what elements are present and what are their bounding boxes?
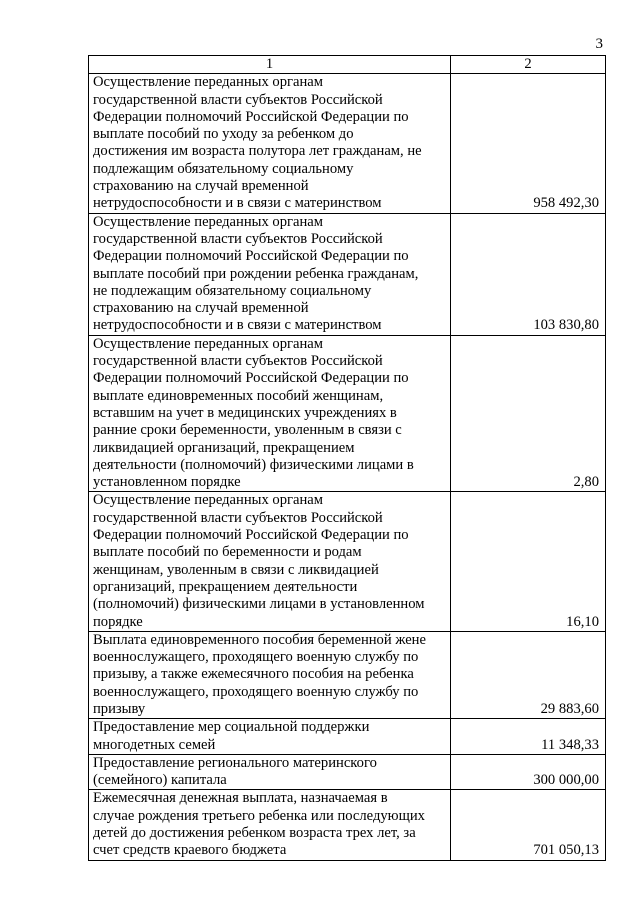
description-line: случае рождения третьего ребенка или последующих [93, 807, 425, 824]
description-line: Федерации полномочий Российской Федерации по [93, 108, 409, 125]
description-line: военнослужащего, проходящего военную службу по [93, 649, 419, 666]
description-line: подлежащим обязательному социальному [93, 160, 354, 177]
row-amount: 11 348,33 [451, 719, 606, 755]
description-line: выплате единовременных пособий женщинам, [93, 387, 384, 404]
row-amount: 958 492,30 [451, 74, 606, 213]
description-line: порядке [93, 613, 143, 630]
row-description [89, 754, 451, 790]
table-header-row [89, 56, 606, 74]
description-line: страхованию на случай временной [93, 178, 309, 195]
description-line: военнослужащего, проходящего военную службу по [93, 683, 419, 700]
table-row [89, 754, 606, 790]
description-line: (семейного) капитала [93, 772, 227, 789]
description-line: государственной власти субъектов Российской [93, 353, 383, 370]
description-line: призыву, а также ежемесячного пособия на ребенка [93, 666, 414, 683]
description-line: Осуществление переданных органам [93, 74, 323, 91]
description-line: государственной власти субъектов Российской [93, 230, 383, 247]
description-line: страхованию на случай временной [93, 300, 309, 317]
row-amount: 16,10 [451, 492, 606, 631]
description-line: не подлежащим обязательному социальному [93, 282, 372, 299]
row-amount: 300 000,00 [451, 754, 606, 790]
row-amount: 701 050,13 [451, 790, 606, 860]
column-header-2: 2 [451, 56, 606, 74]
description-line: Осуществление переданных органам [93, 213, 323, 230]
description-line: женщинам, уволенным в связи с ликвидацией [93, 561, 379, 578]
description-line: Предоставление регионального материнского [93, 754, 377, 771]
description-line: ликвидацией организаций, прекращением [93, 439, 355, 456]
description-line: выплате пособий по уходу за ребенком до [93, 126, 354, 143]
row-amount: 29 883,60 [451, 631, 606, 718]
description-line: Федерации полномочий Российской Федерации по [93, 248, 409, 265]
table-body [89, 74, 606, 860]
description-line: нетрудоспособности и в связи с материнством [93, 317, 382, 334]
row-description [89, 74, 451, 213]
description-line: выплате пособий по беременности и родам [93, 544, 362, 561]
table-row [89, 213, 606, 335]
description-line: установленном порядке [93, 474, 241, 491]
description-line: организаций, прекращением деятельности [93, 578, 358, 595]
row-amount: 2,80 [451, 335, 606, 492]
description-line: государственной власти субъектов Российской [93, 509, 383, 526]
table-row [89, 790, 606, 860]
description-line: Федерации полномочий Российской Федерации по [93, 527, 409, 544]
description-line: вставшим на учет в медицинских учреждениях в [93, 404, 397, 421]
row-description [89, 492, 451, 631]
description-line: счет средств краевого бюджета [93, 842, 287, 859]
budget-table [88, 55, 606, 861]
description-line: достижения им возраста полутора лет гражданам, не [93, 143, 422, 160]
row-description [89, 631, 451, 718]
row-description [89, 213, 451, 335]
table-row [89, 719, 606, 755]
row-description [89, 790, 451, 860]
description-line: Осуществление переданных органам [93, 335, 323, 352]
description-line: ранние сроки беременности, уволенным в связи с [93, 422, 402, 439]
page-number: 3 [595, 36, 603, 52]
description-line: Федерации полномочий Российской Федерации по [93, 370, 409, 387]
description-line: детей до достижения ребенком возраста трех лет, за [93, 825, 416, 842]
table-row [89, 492, 606, 631]
table-row [89, 631, 606, 718]
description-line: Ежемесячная денежная выплата, назначаемая в [93, 790, 388, 807]
description-line: деятельности (полномочий) физическими лицами в [93, 456, 414, 473]
description-line: многодетных семей [93, 736, 216, 753]
description-line: государственной власти субъектов Российской [93, 91, 383, 108]
table-row [89, 74, 606, 213]
description-line: Выплата единовременного пособия беременной жене [93, 631, 426, 648]
description-line: Осуществление переданных органам [93, 492, 323, 509]
row-description [89, 335, 451, 492]
description-line: (полномочий) физическими лицами в установленном [93, 596, 425, 613]
description-line: выплате пособий при рождении ребенка гражданам, [93, 265, 419, 282]
description-line: нетрудоспособности и в связи с материнством [93, 195, 382, 212]
table-row [89, 335, 606, 492]
row-amount: 103 830,80 [451, 213, 606, 335]
description-line: призыву [93, 700, 146, 717]
description-line: Предоставление мер социальной поддержки [93, 719, 370, 736]
row-description [89, 719, 451, 755]
column-header-1: 1 [89, 56, 451, 74]
